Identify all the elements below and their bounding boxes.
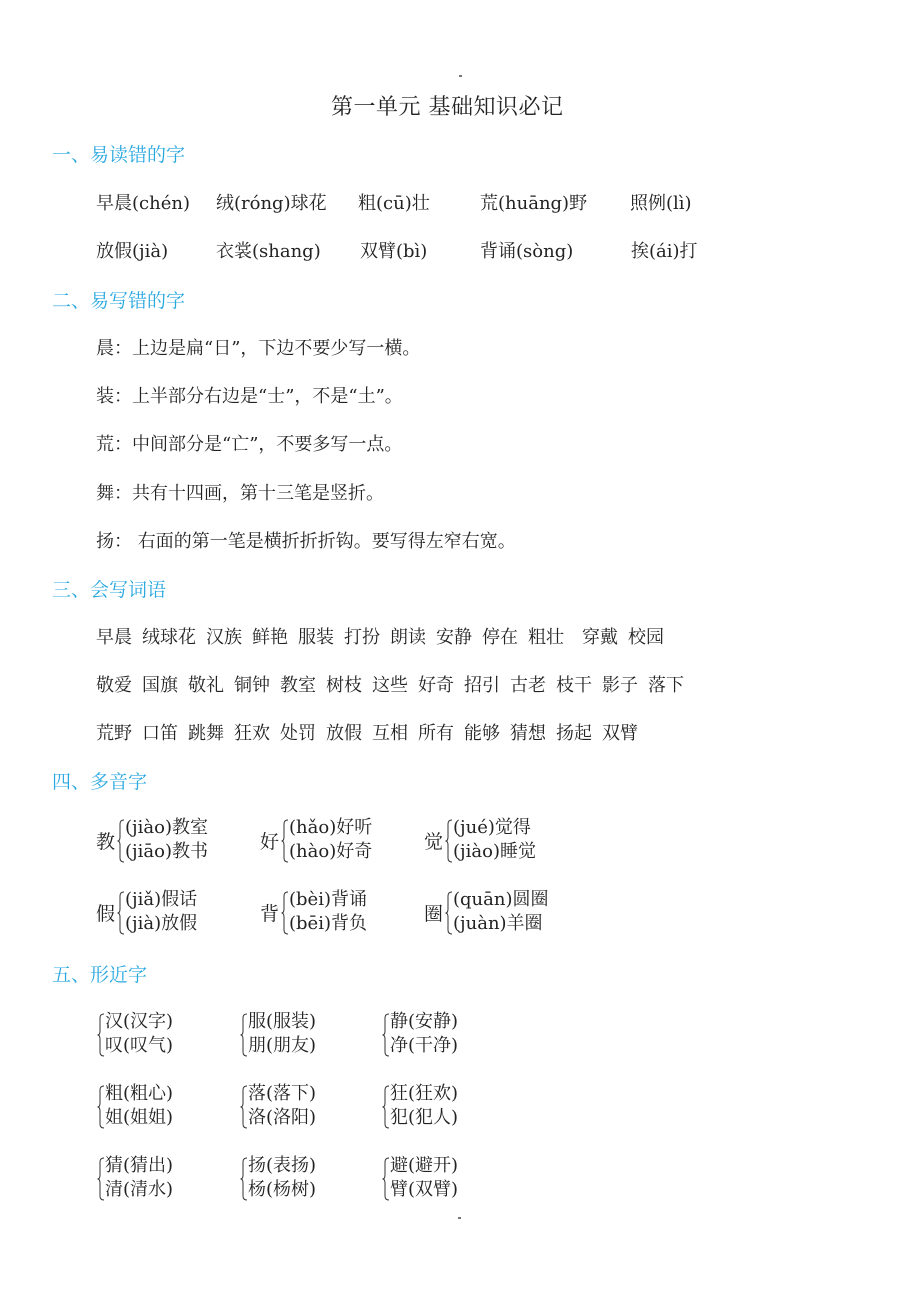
polyphone-item: (jiǎ)假话 [125,889,198,910]
word: 穿戴 [582,627,618,648]
polyphone-group [424,816,536,864]
s1-item: 绒(róng)球花 [216,193,327,214]
brace-icon [97,1084,104,1128]
word: 树枝 [326,675,362,696]
s2-line: 扬： 右面的第一笔是横折折折钩。要写得左窄右宽。 [96,531,516,552]
polyphone-item: (bèi)背诵 [289,889,367,910]
brace-icon [117,818,124,862]
word: 口笛 [142,723,178,744]
polyphone-char: 觉 [424,830,444,853]
s1-item: 挨(ái)打 [631,241,698,262]
similar-char-item: 落(落下) [248,1083,317,1104]
similar-char-item: 叹(叹气) [105,1035,174,1056]
similar-char-item: 杨(杨树) [248,1179,317,1200]
polyphone-group [96,888,197,936]
polyphone-char: 假 [96,902,116,925]
brace-icon [382,1012,389,1056]
similar-char-group [382,1082,458,1130]
polyphone-item: (jué)觉得 [453,817,531,838]
polyphone-char: 好 [260,830,280,853]
word: 落下 [648,675,684,696]
polyphone-item: (jià)放假 [125,913,198,934]
word: 校园 [628,627,664,648]
s3-row-1 [96,623,674,649]
s3-row-2 [96,671,694,697]
word: 猜想 [510,723,546,744]
polyphone-group [260,888,367,936]
word: 早晨 [96,627,132,648]
brace-icon [240,1012,247,1056]
section-heading-1: 一、易读错的字 [52,144,186,166]
word: 处罚 [280,723,316,744]
s1-item: 照例(lì) [630,193,692,214]
polyphone-item: (hào)好奇 [289,841,373,862]
similar-char-item: 犯(犯人) [390,1107,459,1128]
similar-char-group [97,1154,173,1202]
polyphone-char: 教 [96,830,116,853]
word: 敬爱 [96,675,132,696]
word: 枝干 [556,675,592,696]
word: 安静 [436,627,472,648]
polyphone-item: (jiào)教室 [125,817,208,838]
s2-line: 晨：上边是扁“日”，下边不要少写一横。 [96,338,421,359]
similar-char-item: 静(安静) [390,1011,459,1032]
s1-item: 早晨(chén) [96,193,190,214]
word: 国旗 [142,675,178,696]
brace-icon [117,890,124,934]
similar-char-group [240,1154,316,1202]
word: 招引 [464,675,500,696]
polyphone-item: (bēi)背负 [289,913,367,934]
similar-char-group [382,1010,458,1058]
word: 朗读 [390,627,426,648]
brace-icon [445,818,452,862]
brace-icon [382,1084,389,1128]
word: 绒球花 [142,627,196,648]
word: 放假 [326,723,362,744]
similar-char-item: 清(清水) [105,1179,174,1200]
similar-char-group [382,1154,458,1202]
word: 打扮 [344,627,380,648]
polyphone-item: (hǎo)好听 [289,817,373,838]
word: 古老 [510,675,546,696]
word: 停在 [482,627,518,648]
word: 跳舞 [188,723,224,744]
polyphone-item: (jiào)睡觉 [453,841,536,862]
word: 粗壮 [528,627,564,648]
similar-char-item: 粗(粗心) [105,1083,174,1104]
page-title: 第一单元 基础知识必记 [331,95,564,120]
polyphone-char: 背 [260,902,280,925]
s1-item: 粗(cū)壮 [358,193,430,214]
similar-char-item: 扬(表扬) [248,1155,317,1176]
s2-line: 装：上半部分右边是“士”，不是“土”。 [96,386,403,407]
similar-char-item: 臂(双臂) [390,1179,459,1200]
polyphone-item: (quān)圆圈 [453,889,549,910]
similar-char-item: 汉(汉字) [105,1011,174,1032]
similar-char-item: 服(服装) [248,1011,317,1032]
polyphone-item: (juàn)羊圈 [453,913,543,934]
s1-item: 双臂(bì) [360,241,428,262]
word: 好奇 [418,675,454,696]
word: 双臂 [602,723,638,744]
word: 扬起 [556,723,592,744]
brace-icon [97,1012,104,1056]
word: 汉族 [206,627,242,648]
brace-icon [445,890,452,934]
s2-line: 舞：共有十四画，第十三笔是竖折。 [96,483,384,504]
word: 能够 [464,723,500,744]
word: 敬礼 [188,675,224,696]
similar-char-item: 狂(狂欢) [390,1083,459,1104]
word: 狂欢 [234,723,270,744]
similar-char-item: 猜(猜出) [105,1155,174,1176]
section-heading-5: 五、形近字 [52,964,148,986]
brace-icon [240,1084,247,1128]
brace-icon [281,890,288,934]
word: 荒野 [96,723,132,744]
s1-item: 背诵(sòng) [480,241,574,262]
similar-char-item: 避(避开) [390,1155,459,1176]
s2-line: 荒：中间部分是“亡”，不要多写一点。 [96,434,403,455]
similar-char-group [97,1082,173,1130]
similar-char-group [97,1010,173,1058]
similar-char-item: 朋(朋友) [248,1035,317,1056]
section-heading-3: 三、会写词语 [52,579,167,601]
polyphone-char: 圈 [424,902,444,925]
section-heading-2: 二、易写错的字 [52,290,186,312]
polyphone-group [260,816,372,864]
brace-icon [240,1156,247,1200]
word: 互相 [372,723,408,744]
polyphone-item: (jiāo)教书 [125,841,208,862]
s1-item: 衣裳(shang) [216,241,321,262]
brace-icon [281,818,288,862]
s1-item: 放假(jià) [96,241,169,262]
page-mark-bottom [458,1217,461,1219]
word: 服装 [298,627,334,648]
word: 教室 [280,675,316,696]
section-heading-4: 四、多音字 [52,771,148,793]
s3-row-3 [96,719,648,745]
similar-char-group [240,1010,316,1058]
word: 所有 [418,723,454,744]
brace-icon [382,1156,389,1200]
similar-char-item: 姐(姐姐) [105,1107,174,1128]
page-mark-top [459,75,462,77]
word: 影子 [602,675,638,696]
word: 鲜艳 [252,627,288,648]
s1-item: 荒(huāng)野 [480,193,588,214]
word: 这些 [372,675,408,696]
word: 铜钟 [234,675,270,696]
brace-icon [97,1156,104,1200]
similar-char-item: 洛(洛阳) [248,1107,317,1128]
polyphone-group [96,816,208,864]
polyphone-group [424,888,549,936]
similar-char-group [240,1082,316,1130]
similar-char-item: 净(干净) [390,1035,459,1056]
